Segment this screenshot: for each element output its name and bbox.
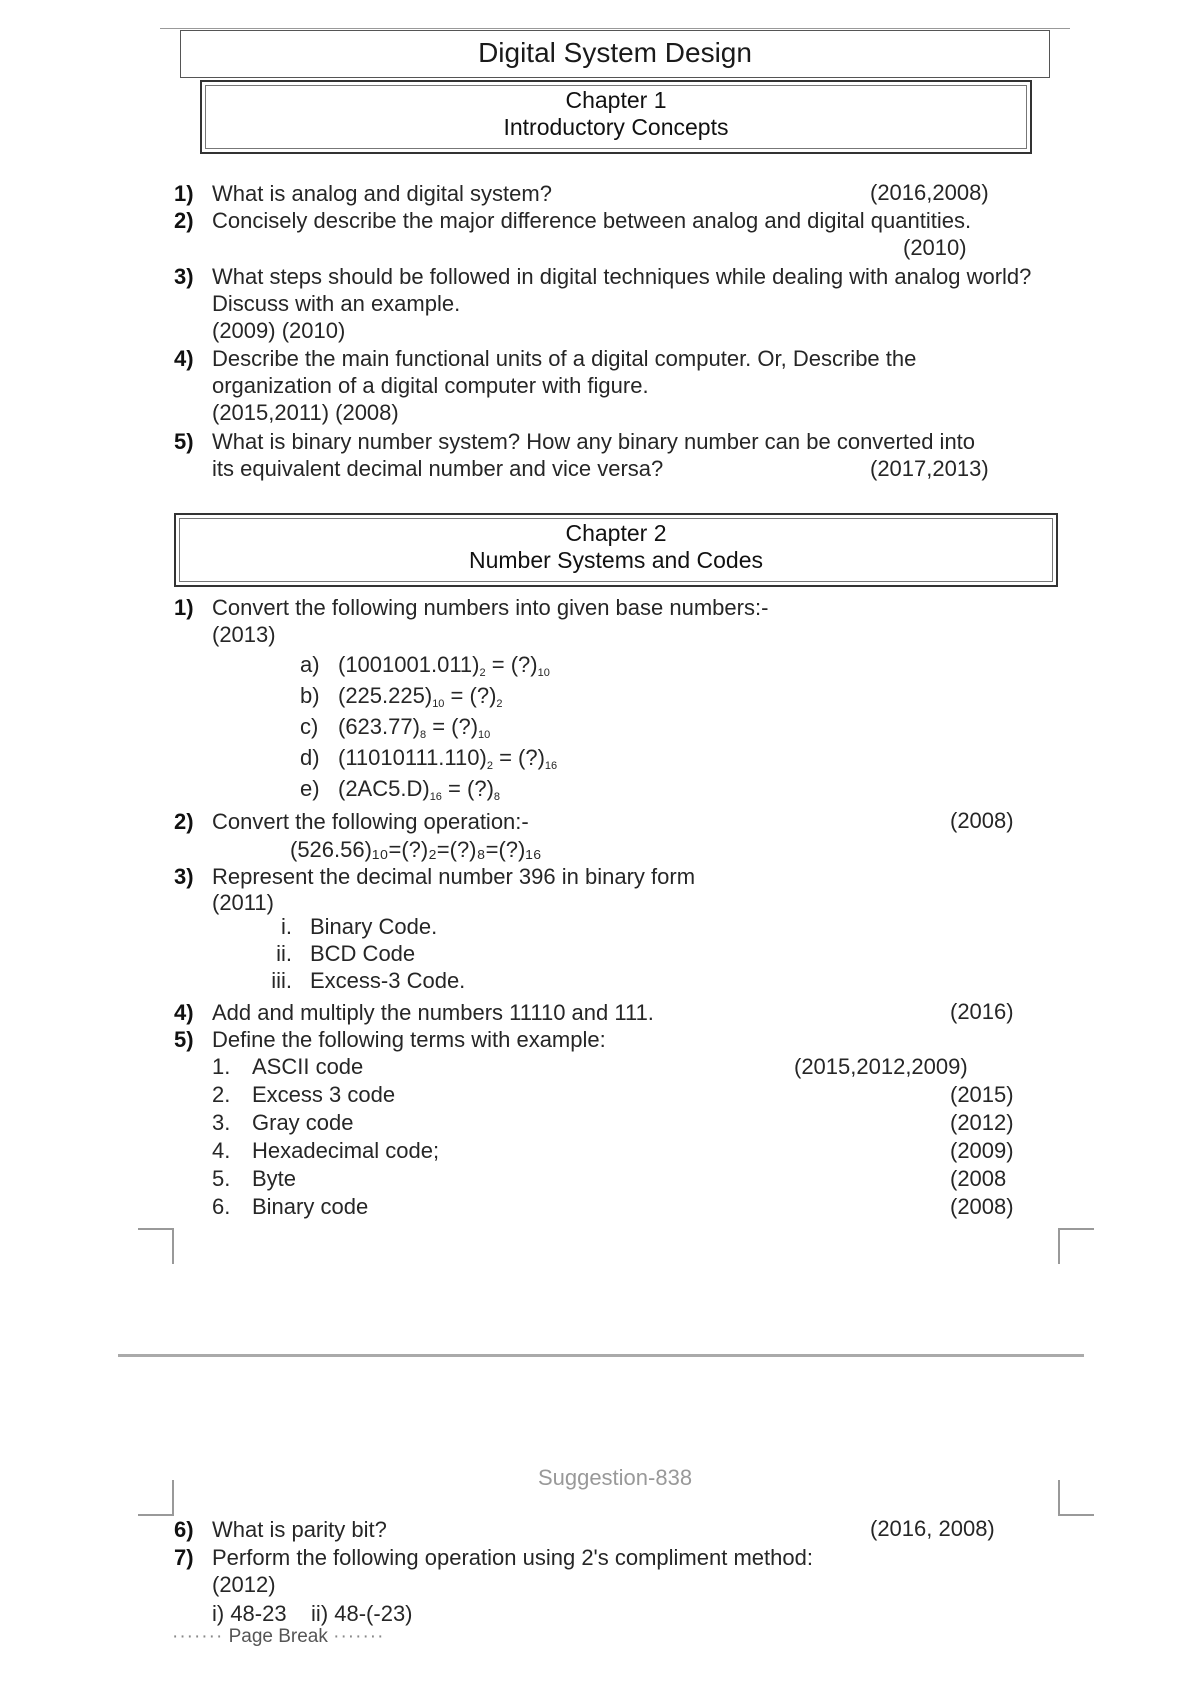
- item-label: 4.: [212, 1138, 231, 1163]
- question-number: 4): [174, 1000, 194, 1025]
- question-number: 4): [174, 346, 194, 371]
- item-label: e): [300, 776, 320, 801]
- question-year: (2010): [903, 235, 967, 260]
- item-text: BCD Code: [310, 941, 416, 966]
- page-break-label: Page Break: [228, 1626, 328, 1647]
- question-year: (2017,2013): [870, 456, 989, 481]
- question-number: 2): [174, 809, 194, 834]
- dotted-line: ·······: [172, 1626, 224, 1647]
- question-year: (2011): [212, 890, 274, 915]
- question-year: (2016,2008): [870, 180, 989, 205]
- item-text: Binary code: [252, 1194, 369, 1219]
- item-year: (2008: [950, 1166, 1007, 1191]
- question-number: 1): [174, 181, 194, 206]
- chapter-1-heading: Chapter 1: [565, 87, 667, 113]
- question-text: Describe the main functional units of a digital computer. Or, Describe the organization of a digital computer with figure.: [212, 346, 917, 398]
- question-text-line-2: its equivalent decimal number and vice versa?: [212, 456, 664, 481]
- question-number: 1): [174, 595, 194, 620]
- page-footer: Suggestion-838: [537, 1465, 693, 1490]
- question-year: (2012): [212, 1572, 276, 1597]
- page-separator: [118, 1354, 1084, 1357]
- margin-corner-mark: [138, 1480, 174, 1516]
- question-text: What is parity bit?: [212, 1517, 387, 1542]
- item-label: 2.: [212, 1082, 231, 1107]
- ch2-question-3: [174, 863, 912, 890]
- question-text: Convert the following numbers into given base numbers:-: [212, 595, 769, 620]
- item-year: (2009): [950, 1138, 1014, 1163]
- question-year: (2008): [950, 808, 1014, 833]
- item-text: Gray code: [252, 1110, 354, 1135]
- ch2-question-2: [174, 808, 812, 835]
- item-year: (2008): [950, 1194, 1014, 1219]
- item-label: 3.: [212, 1110, 231, 1135]
- item-label: ii.: [276, 941, 292, 966]
- item-label: c): [300, 714, 319, 739]
- ch2-question-4: [174, 999, 912, 1026]
- item-text: Byte: [252, 1166, 297, 1191]
- document-title: Digital System Design: [180, 30, 1050, 78]
- question-year: (2016): [950, 999, 1014, 1024]
- item-text: Hexadecimal code;: [252, 1138, 440, 1163]
- question-number: 7): [174, 1545, 194, 1570]
- question-text: Add and multiply the numbers 11110 and 111.: [212, 1000, 654, 1025]
- list-item: [212, 1081, 1032, 1109]
- list-item: [212, 1193, 1032, 1221]
- item-label: i.: [281, 914, 292, 939]
- chapter-1-header: [200, 80, 1032, 154]
- item-text: $(1001001.011)_2$ = $(?)_{10}$: [338, 652, 550, 679]
- ch2-question-7: [174, 1544, 1052, 1571]
- list-item: [212, 1137, 1032, 1165]
- margin-corner-mark: [1058, 1228, 1094, 1264]
- top-rule: [160, 28, 1070, 29]
- item-text: Excess-3 Code.: [310, 968, 466, 993]
- ch1-question-1: [174, 180, 852, 207]
- margin-corner-mark: [1058, 1480, 1094, 1516]
- question-text: What is analog and digital system?: [212, 181, 552, 206]
- ch1-question-4: [174, 345, 1012, 399]
- question-year: (2015,2011) (2008): [212, 400, 399, 425]
- question-text-line-1: What is binary number system? How any binary number can be converted into: [212, 429, 976, 454]
- question-number: 3): [174, 264, 194, 289]
- item-year: (2012): [950, 1110, 1014, 1135]
- item-text: Excess 3 code: [252, 1082, 396, 1107]
- ch1-question-3: [174, 263, 1042, 317]
- item-text: Binary Code.: [310, 914, 438, 939]
- terms-list: [212, 1053, 1032, 1221]
- list-item: [212, 1053, 1032, 1081]
- question-year: (2016, 2008): [870, 1516, 995, 1541]
- question-number: 6): [174, 1517, 194, 1542]
- question-text: Define the following terms with example:: [212, 1027, 606, 1052]
- chapter-2-subheading: Number Systems and Codes: [468, 547, 763, 573]
- question-text: Concisely describe the major difference between analog and digital quantities.: [212, 208, 972, 233]
- question-year: (2009) (2010): [212, 318, 346, 343]
- question-number: 5): [174, 1027, 194, 1052]
- question-text: What steps should be followed in digital techniques while dealing with analog world? Discuss with an example.: [212, 264, 1032, 316]
- question-text: Convert the following operation:-: [212, 809, 529, 834]
- operation-items: i) 48-23 ii) 48-(-23): [212, 1601, 413, 1626]
- item-label: b): [300, 683, 320, 708]
- ch2-question-1: [174, 594, 912, 621]
- item-label: d): [300, 745, 320, 770]
- conversion-expression: (526.56)₁₀=(?)₂=(?)₈=(?)₁₆: [290, 837, 542, 862]
- ch2-question-6: [174, 1516, 812, 1543]
- item-year: (2015): [950, 1082, 1014, 1107]
- item-label: iii.: [271, 968, 292, 993]
- ch2-question-5: [174, 1026, 912, 1053]
- dotted-line: ·······: [333, 1626, 385, 1647]
- question-year: (2013): [212, 622, 276, 647]
- item-label: 1.: [212, 1054, 231, 1079]
- item-label: a): [300, 652, 320, 677]
- item-text: ASCII code: [252, 1054, 364, 1079]
- item-label: 5.: [212, 1166, 231, 1191]
- list-item: [212, 1165, 1032, 1193]
- item-year: (2015,2012,2009): [794, 1054, 968, 1079]
- item-text: $(2AC5.D)_{16}$ = $(?)_8$: [338, 776, 501, 803]
- question-number: 3): [174, 864, 194, 889]
- question-number: 2): [174, 208, 194, 233]
- ch1-question-2: [174, 207, 1072, 234]
- item-text: $(623.77)_8$ = $(?)_{10}$: [338, 714, 491, 741]
- item-label: 6.: [212, 1194, 231, 1219]
- item-text: $(11010111.110)_2$ = $(?)_{16}$: [338, 745, 558, 772]
- chapter-2-header: [174, 513, 1058, 587]
- margin-corner-mark: [138, 1228, 174, 1264]
- list-item: [212, 1109, 1032, 1137]
- page-break-marker: [172, 1626, 384, 1648]
- question-text: Represent the decimal number 396 in binary form: [212, 864, 696, 889]
- question-text: Perform the following operation using 2's compliment method:: [212, 1545, 813, 1570]
- item-text: $(225.225)_{10}$ = $(?)_2$: [338, 683, 503, 710]
- chapter-1-subheading: Introductory Concepts: [503, 114, 729, 140]
- question-number: 5): [174, 429, 194, 454]
- chapter-2-heading: Chapter 2: [565, 520, 667, 546]
